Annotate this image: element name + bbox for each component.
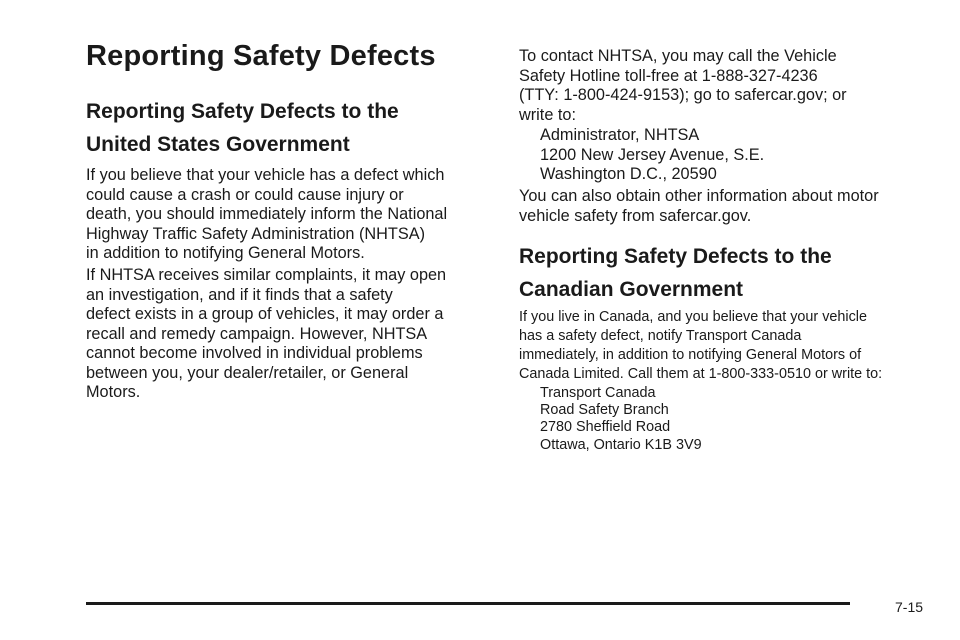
- text-line: has a safety defect, notify Transport Canada: [519, 328, 802, 344]
- text-line: If NHTSA receives similar complaints, it may open: [86, 266, 447, 284]
- us-paragraph-1: [86, 166, 496, 264]
- address-line: Administrator, NHTSA: [540, 126, 700, 144]
- address-line: Washington D.C., 20590: [540, 165, 717, 183]
- canada-paragraph: [519, 308, 929, 384]
- text-line: Safety Hotline toll-free at 1-888-327-4236: [519, 66, 818, 85]
- address-line: 2780 Sheffield Road: [540, 419, 671, 436]
- address-line: Road Safety Branch: [540, 402, 669, 419]
- contact-paragraph: [519, 47, 929, 125]
- canada-section-heading: [519, 240, 929, 306]
- page-title: Reporting Safety Defects: [86, 40, 436, 72]
- text-line: between you, your dealer/retailer, or General: [86, 363, 409, 382]
- text-line: You can also obtain other information about motor: [519, 187, 879, 205]
- text-line: immediately, in addition to notifying General Motors of: [519, 347, 862, 363]
- text-line: death, you should immediately inform the National: [86, 205, 448, 223]
- page-number: 7-15: [895, 599, 924, 615]
- text-line: Canada Limited. Call them at 1-800-333-0510 or write to:: [519, 366, 883, 382]
- text-line: an investigation, and if it finds that a safety: [86, 285, 393, 304]
- transport-canada-address: [519, 385, 702, 454]
- address-line: Transport Canada: [540, 385, 656, 401]
- us-heading-line2: United States Government: [86, 133, 350, 156]
- text-line: If you believe that your vehicle has a defect which: [86, 166, 445, 184]
- text-line: cannot become involved in individual problems: [86, 344, 423, 362]
- text-line: To contact NHTSA, you may call the Vehicle: [519, 47, 837, 65]
- text-line: defect exists in a group of vehicles, it may order a: [86, 305, 444, 323]
- text-line: write to:: [519, 105, 577, 124]
- text-line: Highway Traffic Safety Administration (NHTSA): [86, 224, 426, 243]
- us-paragraph-2: [86, 266, 496, 403]
- nhtsa-address: [519, 126, 764, 185]
- us-section-heading: [86, 95, 488, 161]
- text-line: (TTY: 1-800-424-9153); go to safercar.gov; or: [519, 86, 847, 104]
- text-line: vehicle safety from safercar.gov.: [519, 206, 752, 225]
- text-line: recall and remedy campaign. However, NHTSA: [86, 324, 428, 343]
- text-line: If you live in Canada, and you believe that your vehicle: [519, 309, 867, 325]
- safercar-paragraph: [519, 187, 929, 226]
- text-line: Motors.: [86, 383, 141, 401]
- canada-heading-line2: Canadian Government: [519, 278, 744, 301]
- footer-rule: [86, 602, 850, 605]
- address-line: Ottawa, Ontario K1B 3V9: [540, 436, 702, 453]
- canada-heading-line1: Reporting Safety Defects to the: [519, 245, 832, 268]
- text-line: in addition to notifying General Motors.: [86, 244, 365, 262]
- us-heading-line1: Reporting Safety Defects to the: [86, 100, 399, 123]
- text-line: could cause a crash or could cause injury or: [86, 185, 404, 204]
- address-line: 1200 New Jersey Avenue, S.E.: [540, 145, 765, 164]
